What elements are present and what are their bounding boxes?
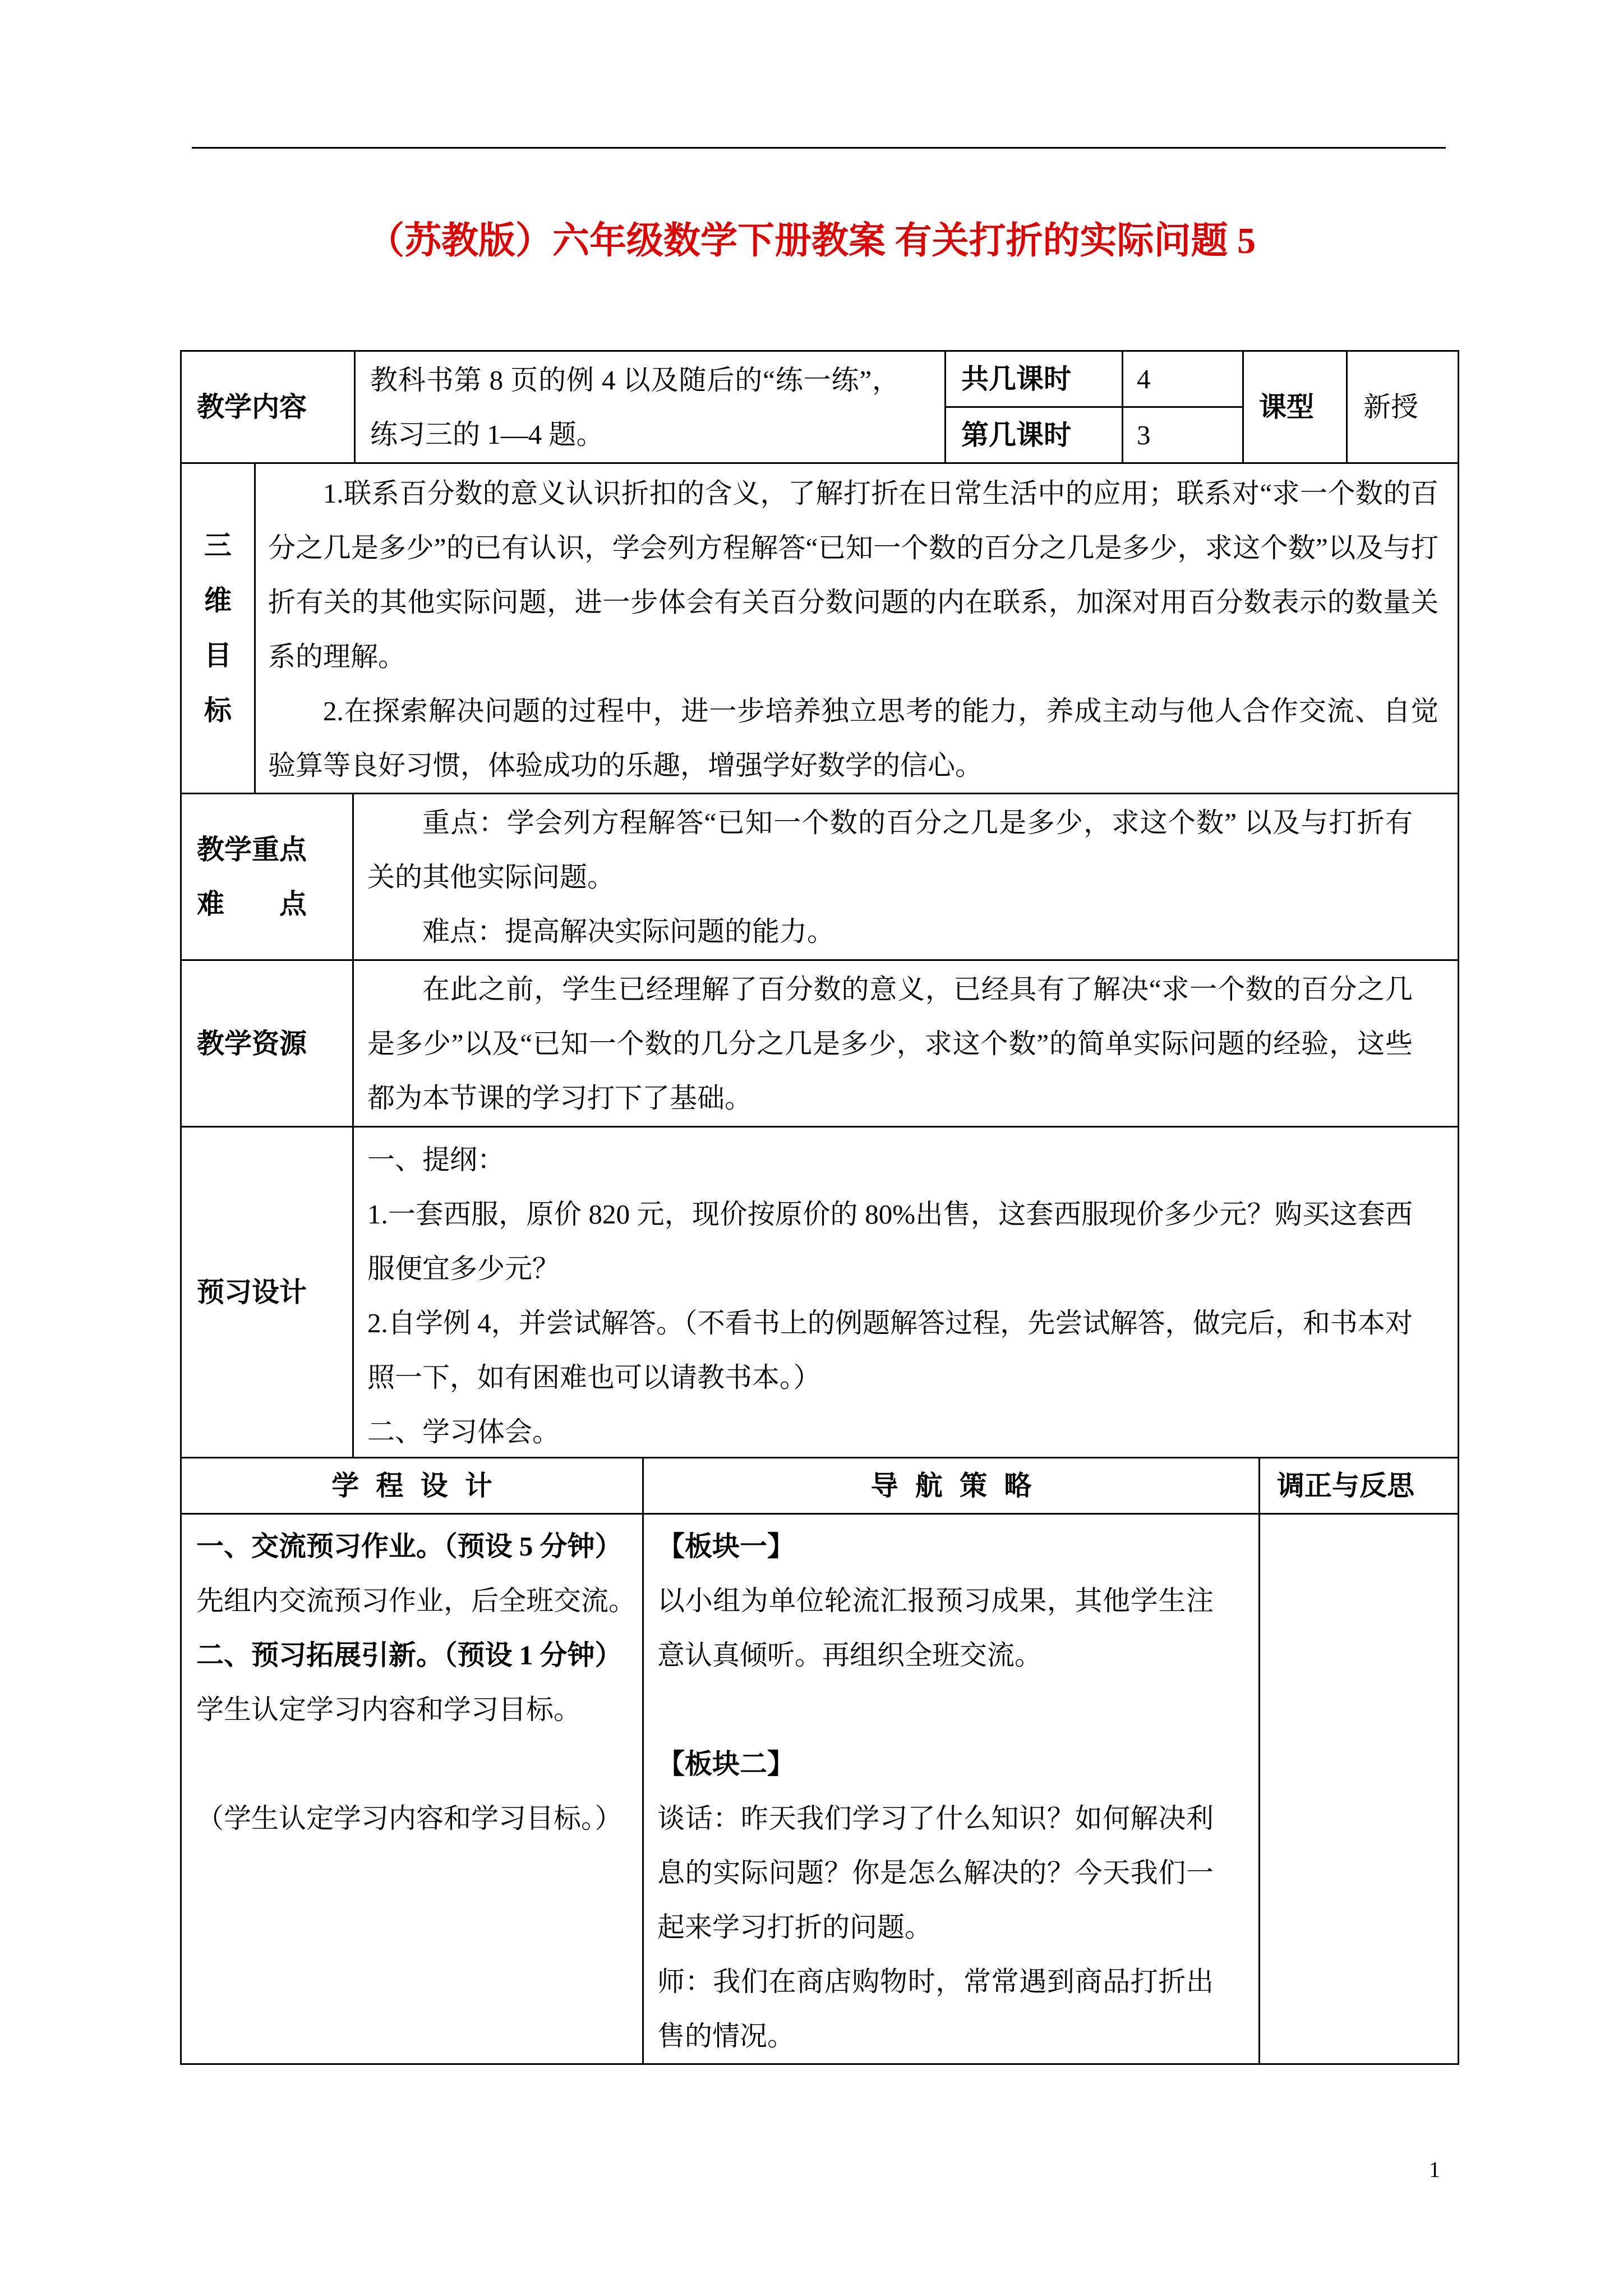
resources-label-cell <box>180 959 354 1128</box>
total-lessons-label-cell <box>944 350 1123 408</box>
blank-line <box>657 1682 1214 1737</box>
strategy-block-heading: 【板块二】 <box>657 1749 795 1779</box>
objective-paragraph: 2.在探索解决问题的过程中，进一步培养独立思考的能力，养成主动与他人合作交流、自觉验算等良好习惯，体验成功的乐趣，增强学好数学的信心。 <box>268 696 1438 781</box>
resources-paragraph: 在此之前，学生已经理解了百分数的意义，已经具有了解决“求一个数的百分之几是多少”以及“已知一个数的几分之几是多少，求这个数”的简单实际问题的经验，这些都为本节课的学习打下了基础。 <box>367 973 1413 1114</box>
lesson-number-label-cell <box>944 406 1123 464</box>
key-points-label-line: 难 点 <box>197 889 307 919</box>
objective-paragraph: 1.联系百分数的意义认识折扣的含义，了解打折在日常生活中的应用；联系对“求一个数的百分之几是多少”的已有认识，学会列方程解答“已知一个数的百分之几是多少，求这个数”以及与打折有关的其他实际问题，进一步体会有关百分数问题的内在联系，加深对用百分数表示的数量关系的理解。 <box>268 478 1438 672</box>
page-title: （苏教版）六年级数学下册教案 有关打折的实际问题 5 <box>367 220 1256 261</box>
page-number: 1 <box>1429 2157 1440 2182</box>
process-step-text: 先组内交流预习作业，后全班交流。 <box>196 1585 637 1616</box>
preview-label: 预习设计 <box>197 1277 307 1308</box>
strategy-header: 导 航 策 略 <box>870 1470 1032 1501</box>
total-lessons-label: 共几课时 <box>961 364 1072 394</box>
lesson-number-value: 3 <box>1137 420 1151 450</box>
strategy-header-cell <box>642 1457 1260 1515</box>
strategy-text: 师：我们在商店购物时，常常遇到商品打折出售的情况。 <box>657 1966 1214 2051</box>
resources-label: 教学资源 <box>197 1028 307 1059</box>
preview-content-cell <box>352 1126 1459 1458</box>
process-body-cell <box>180 1513 644 2065</box>
strategy-body-cell <box>642 1513 1260 2065</box>
preview-outline-heading: 一、提纲： <box>367 1144 505 1175</box>
teaching-content-label-cell <box>180 350 356 464</box>
preview-question-1: 1.一套西服，原价 820 元，现价按原价的 80%出售，这套西服现价多少元？购买这套西服便宜多少元？ <box>367 1199 1413 1284</box>
lesson-type-label-cell <box>1242 350 1348 464</box>
strategy-text: 谈话：昨天我们学习了什么知识？如何解决利息的实际问题？你是怎么解决的？今天我们一起来学习打折的问题。 <box>657 1803 1214 1943</box>
lesson-type-value: 新授 <box>1363 392 1419 422</box>
key-points-label-cell <box>180 793 354 961</box>
strategy-block-heading: 【板块一】 <box>657 1531 795 1562</box>
objectives-label: 三维目标 <box>204 530 232 726</box>
objectives-label-cell <box>180 462 256 794</box>
key-point-paragraph: 重点：学会列方程解答“已知一个数的百分之几是多少，求这个数” 以及与打折有关的其他实际问题。 <box>367 807 1413 892</box>
strategy-text: 以小组为单位轮流汇报预习成果，其他学生注意认真倾听。再组织全班交流。 <box>657 1585 1214 1671</box>
process-header-cell <box>180 1457 644 1515</box>
preview-question-2: 2.自学例 4，并尝试解答。（不看书上的例题解答过程，先尝试解答，做完后，和书本对照一下，如有困难也可以请教书本。） <box>367 1308 1413 1393</box>
preview-label-cell <box>180 1126 354 1458</box>
reflection-body-cell <box>1258 1513 1459 2065</box>
lesson-type-value-cell <box>1346 350 1459 464</box>
lesson-number-value-cell <box>1122 406 1244 464</box>
key-points-content-cell <box>352 793 1459 961</box>
teaching-content-value: 教科书第 8 页的例 4 以及随后的“练一练”，练习三的 1—4 题。 <box>370 364 900 450</box>
reflection-header-cell <box>1258 1457 1459 1515</box>
total-lessons-value-cell <box>1122 350 1244 408</box>
blank-line <box>196 1737 639 1791</box>
process-step-heading: 一、交流预习作业。（预设 5 分钟） <box>196 1531 623 1562</box>
header-rule <box>192 147 1446 149</box>
lesson-number-label: 第几课时 <box>961 420 1072 450</box>
process-step-text: 学生认定学习内容和学习目标。 <box>196 1694 582 1725</box>
total-lessons-value: 4 <box>1137 364 1151 394</box>
process-step-heading: 二、预习拓展引新。（预设 1 分钟） <box>196 1640 623 1671</box>
reflection-header: 调正与反思 <box>1277 1470 1415 1501</box>
key-points-label-line: 教学重点 <box>197 834 307 865</box>
lesson-type-label: 课型 <box>1259 392 1315 422</box>
objectives-content-cell <box>254 462 1459 794</box>
difficulty-paragraph: 难点：提高解决实际问题的能力。 <box>422 915 835 947</box>
process-step-note: （学生认定学习内容和学习目标。） <box>196 1803 623 1834</box>
preview-reflection-heading: 二、学习体会。 <box>367 1416 560 1447</box>
teaching-content-value-cell <box>354 350 946 464</box>
teaching-content-label: 教学内容 <box>197 392 307 422</box>
resources-content-cell <box>352 959 1459 1128</box>
process-header: 学 程 设 计 <box>331 1470 492 1501</box>
